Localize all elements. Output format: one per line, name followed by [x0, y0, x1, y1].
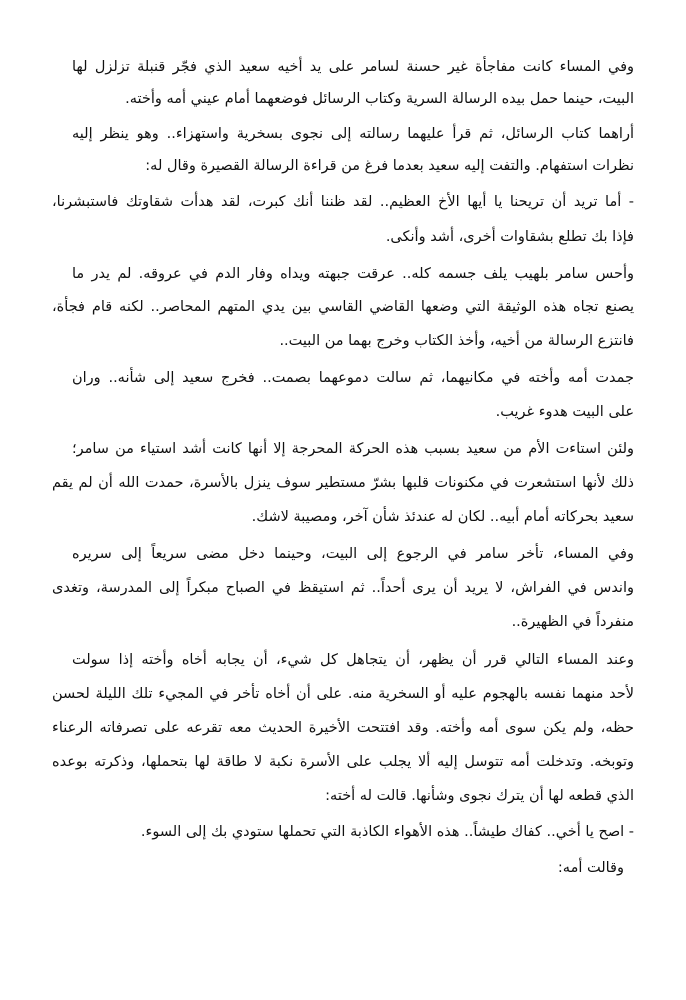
text-line: فانتزع الرسالة من أخيه، وأخذ الكتاب وخرج بهما من البيت.. — [279, 333, 634, 349]
text-line: وتوبخه. وتدخلت أمه تتوسل إليه ألا يجلب على الأسرة نكبة لا طاقة لها بتحملها، وذكرته بوعده — [52, 754, 634, 770]
text-line: وأحس سامر بلهيب يلف جسمه كله.. عرقت جبهته ويداه وفار الدم في عروقه. لم يدر ما — [72, 266, 634, 282]
text-line: وعند المساء التالي قرر أن يظهر، أن يتجاهل كل شيء، أن يجابه أخاه وأخته إذا سولت — [72, 652, 634, 668]
text-line: ذلك لأنها استشعرت في مكنونات قلبها بشرّ مستطير سوف ينزل بالأسرة، حمدت الله أن لم يقم — [52, 475, 634, 491]
text-line: وفي المساء كانت مفاجأة غير حسنة لسامر على يد أخيه سعيد الذي فجّر قنبلة تزلزل لها — [72, 59, 634, 75]
text-line: - اصح يا أخي.. كفاك طيشاً.. هذه الأهواء الكاذبة التي تحملها ستودي بك إلى السوء. — [140, 824, 634, 840]
text-line: وقالت أمه: — [557, 860, 624, 876]
text-line: البيت، حينما حمل بيده الرسالة السرية وكتاب الرسائل فوضعهما أمام عيني أمه وأخته. — [125, 91, 634, 107]
text-line: لأحد منهما نفسه بالهجوم عليه أو السخرية منه. على أن أخاه تأخر في المجيء تلك الليلة لحسن — [52, 686, 634, 702]
text-line: الذي قطعه لها أن يترك نجوى وشأنها. قالت له أخته: — [325, 788, 634, 804]
text-line: وفي المساء، تأخر سامر في الرجوع إلى البيت، وحينما دخل مضى سريعاً إلى سريره — [72, 546, 634, 562]
text-line: منفرداً في الظهيرة.. — [511, 614, 634, 630]
text-line: يصنع تجاه هذه الوثيقة التي وضعها القاضي القاسي بين يدي المتهم المحاصر.. لكنه قام فجأة، — [52, 299, 634, 315]
text-line: جمدت أمه وأخته في مكانيهما، ثم سالت دموعهما بصمت.. فخرج سعيد إلى شأنه.. وران — [72, 370, 634, 386]
text-line: على البيت هدوء غريب. — [495, 404, 634, 420]
text-line: - أما تريد أن تريحنا يا أيها الأخ العظيم.. لقد ظننا أنك كبرت، لقد هدأت شقاوتك فاستبشرنا، — [52, 194, 634, 210]
text-line: حظه، ولم يكن سوى أمه وأخته. وقد افتتحت الأخيرة الحديث معه تقرعه على تصرفاته الرعناء — [52, 720, 634, 736]
text-line: ولئن استاءت الأم من سعيد بسبب هذه الحركة المحرجة إلا أنها كانت أشد استياء من سامر؛ — [72, 441, 634, 457]
text-line: نظرات استفهام. والتفت إليه سعيد بعدما فرغ من قراءة الرسالة القصيرة وقال له: — [145, 158, 634, 174]
text-line: سعيد بحركاته أمام أبيه.. لكان له عندئذ شأن آخر، ومصيبة لاشك. — [251, 509, 634, 525]
text-line: واندس في الفراش، لا يريد أن يرى أحداً.. ثم استيقظ في الصباح مبكراً إلى المدرسة، وتغدى — [52, 580, 634, 596]
text-line: أراهما كتاب الرسائل، ثم قرأ عليهما رسالته إلى نجوى بسخرية واستهزاء.. وهو ينظر إليه — [72, 126, 634, 142]
text-line: فإذا بك تطلع بشقاوات أخرى، أشد وأنكى. — [385, 229, 634, 245]
